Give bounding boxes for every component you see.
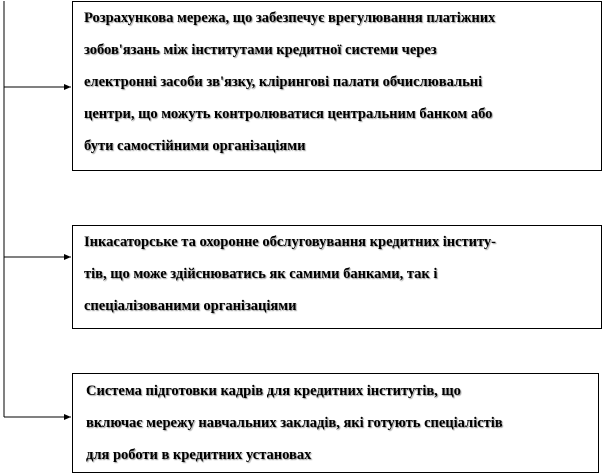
box-text-line: електронні засоби зв'язку, клірингові палати обчислювальні <box>84 74 483 90</box>
cash-collection-box <box>72 225 602 329</box>
payment-network-box <box>72 1 602 171</box>
box-text-line: спеціалізованими організаціями <box>84 298 297 314</box>
box-text-line: Система підготовки кадрів для кредитних інститутів, що <box>86 383 461 399</box>
box-text-line: для роботи в кредитних установах <box>86 447 312 463</box>
box-text-line: Розрахункова мережа, що забезпечує врегулювання платіжних <box>84 10 496 26</box>
box-text-line: бути самостійними організаціями <box>84 138 306 154</box>
box-text-line: зобов'язань між інститутами кредитної системи через <box>84 42 437 58</box>
staff-training-box <box>72 373 599 473</box>
box-text-line: включає мережу навчальних закладів, які готують спеціалістів <box>86 415 503 431</box>
box-text-line: тів, що може здійснюватись як самими банками, так і <box>84 266 438 282</box>
box-text-line: центри, що можуть контролюватися центральним банком або <box>84 106 493 122</box>
box-text-line: Інкасаторське та охоронне обслуговування кредитних інститу- <box>84 234 497 250</box>
